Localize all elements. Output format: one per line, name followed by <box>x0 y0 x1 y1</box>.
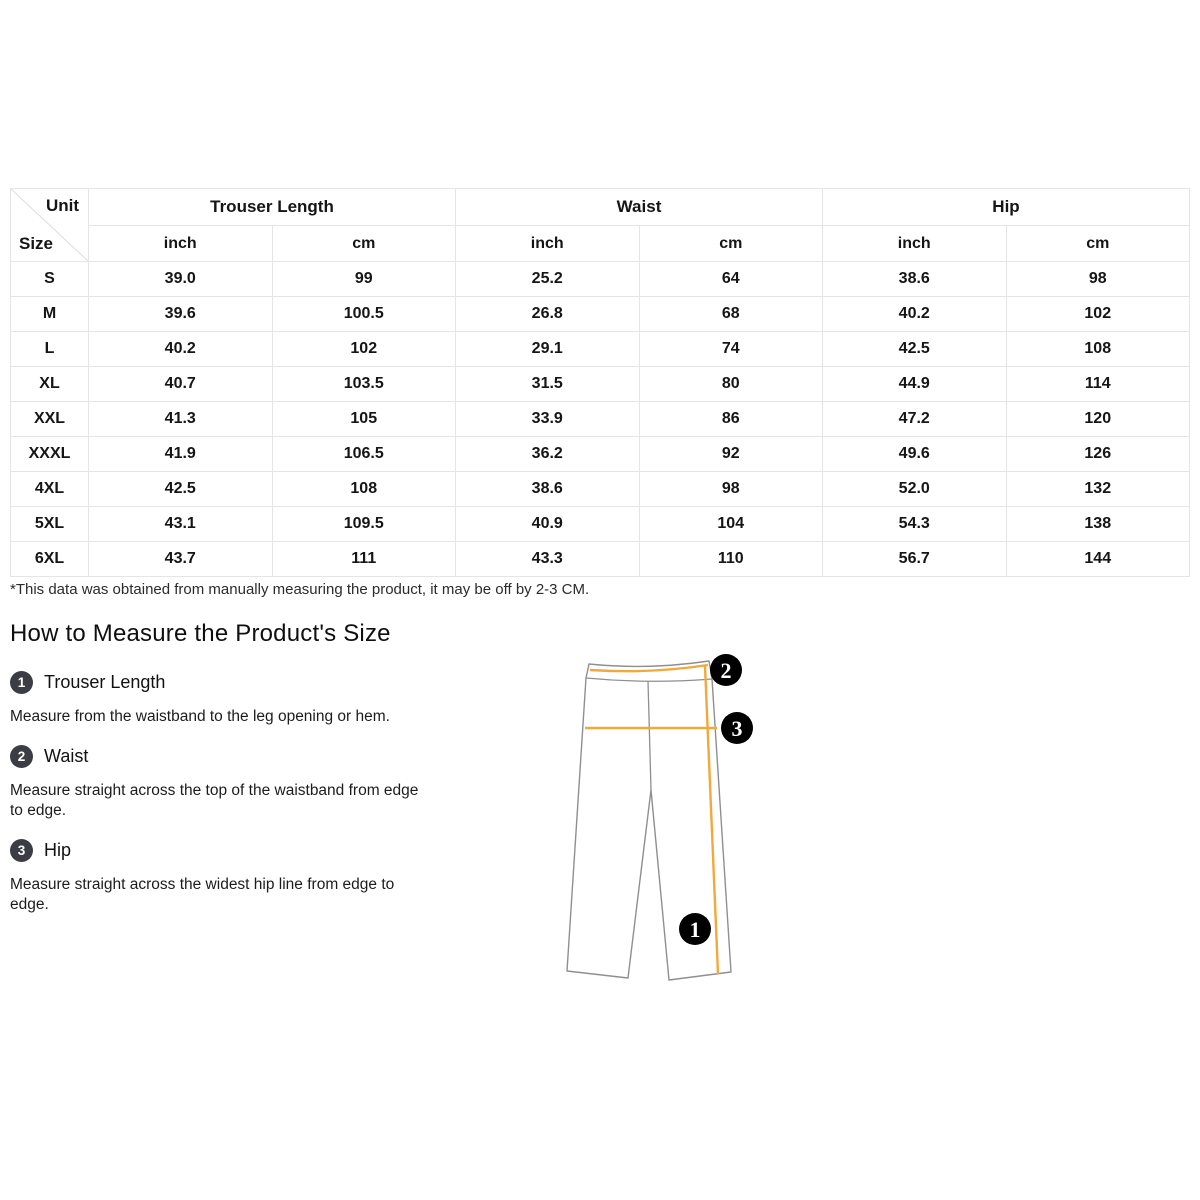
size-label: S <box>11 262 89 297</box>
size-chart-table <box>10 188 1190 577</box>
step-header <box>10 838 420 862</box>
step-trouser-length <box>10 670 420 727</box>
step-label: Trouser Length <box>44 671 166 692</box>
step-hip <box>10 838 420 915</box>
unit-header: cm <box>272 226 456 262</box>
cell: 49.6 <box>823 437 1007 472</box>
cell: 86 <box>639 402 823 437</box>
cell: 104 <box>639 507 823 542</box>
diagram-badge-hip <box>721 712 753 744</box>
cell: 43.7 <box>89 542 273 577</box>
step-waist <box>10 744 420 821</box>
cell: 54.3 <box>823 507 1007 542</box>
cell: 114 <box>1006 367 1190 402</box>
diagram-badge-waist <box>710 654 742 686</box>
step-label: Hip <box>44 839 72 860</box>
cell: 47.2 <box>823 402 1007 437</box>
cell: 38.6 <box>456 472 640 507</box>
unit-header: inch <box>456 226 640 262</box>
table-row <box>11 542 1190 577</box>
cell: 39.0 <box>89 262 273 297</box>
cell: 39.6 <box>89 297 273 332</box>
step-description: Measure straight across the widest hip line from edge to edge. <box>10 876 395 913</box>
cell: 31.5 <box>456 367 640 402</box>
corner-size-label: Size <box>19 234 54 253</box>
step-description: Measure from the waistband to the leg opening or hem. <box>10 708 390 725</box>
cell: 64 <box>639 262 823 297</box>
cell: 43.1 <box>89 507 273 542</box>
size-label: L <box>11 332 89 367</box>
step-header <box>10 744 420 768</box>
unit-header: cm <box>1006 226 1190 262</box>
cell: 25.2 <box>456 262 640 297</box>
cell: 36.2 <box>456 437 640 472</box>
svg-text:3: 3 <box>731 716 743 741</box>
cell: 38.6 <box>823 262 1007 297</box>
cell: 120 <box>1006 402 1190 437</box>
size-label: M <box>11 297 89 332</box>
cell: 105 <box>272 402 456 437</box>
table-row <box>11 437 1190 472</box>
cell: 132 <box>1006 472 1190 507</box>
cell: 102 <box>272 332 456 367</box>
corner-cell <box>11 189 89 262</box>
cell: 106.5 <box>272 437 456 472</box>
size-label: XXL <box>11 402 89 437</box>
cell: 99 <box>272 262 456 297</box>
step-number-badge: 3 <box>10 839 33 862</box>
table-row <box>11 472 1190 507</box>
cell: 29.1 <box>456 332 640 367</box>
size-label: XXXL <box>11 437 89 472</box>
cell: 100.5 <box>272 297 456 332</box>
measurement-disclaimer: *This data was obtained from manually measuring the product, it may be off by 2-3 CM. <box>10 581 590 598</box>
cell: 92 <box>639 437 823 472</box>
measure-steps <box>10 670 420 932</box>
cell: 40.9 <box>456 507 640 542</box>
diagram-badge-length <box>679 913 711 945</box>
size-label: XL <box>11 367 89 402</box>
cell: 80 <box>639 367 823 402</box>
column-group-trouser-length: Trouser Length <box>89 189 456 226</box>
cell: 74 <box>639 332 823 367</box>
step-description: Measure straight across the top of the waistband from edge to edge. <box>10 782 419 819</box>
table-row <box>11 262 1190 297</box>
cell: 40.7 <box>89 367 273 402</box>
step-number-badge: 1 <box>10 671 33 694</box>
table-row <box>11 367 1190 402</box>
table-row <box>11 297 1190 332</box>
cell: 52.0 <box>823 472 1007 507</box>
size-label: 5XL <box>11 507 89 542</box>
column-group-hip: Hip <box>823 189 1190 226</box>
cell: 144 <box>1006 542 1190 577</box>
size-label: 4XL <box>11 472 89 507</box>
cell: 56.7 <box>823 542 1007 577</box>
svg-text:1: 1 <box>689 917 701 942</box>
svg-text:2: 2 <box>720 658 732 683</box>
cell: 41.3 <box>89 402 273 437</box>
cell: 109.5 <box>272 507 456 542</box>
step-header <box>10 670 420 694</box>
cell: 138 <box>1006 507 1190 542</box>
cell: 98 <box>639 472 823 507</box>
cell: 108 <box>272 472 456 507</box>
cell: 108 <box>1006 332 1190 367</box>
cell: 126 <box>1006 437 1190 472</box>
cell: 40.2 <box>823 297 1007 332</box>
cell: 103.5 <box>272 367 456 402</box>
cell: 40.2 <box>89 332 273 367</box>
cell: 41.9 <box>89 437 273 472</box>
unit-header: cm <box>639 226 823 262</box>
cell: 98 <box>1006 262 1190 297</box>
cell: 42.5 <box>89 472 273 507</box>
cell: 43.3 <box>456 542 640 577</box>
column-group-waist: Waist <box>456 189 823 226</box>
cell: 111 <box>272 542 456 577</box>
unit-header: inch <box>823 226 1007 262</box>
step-label: Waist <box>44 745 89 766</box>
cell: 26.8 <box>456 297 640 332</box>
cell: 33.9 <box>456 402 640 437</box>
cell: 102 <box>1006 297 1190 332</box>
table-row <box>11 332 1190 367</box>
cell: 68 <box>639 297 823 332</box>
cell: 42.5 <box>823 332 1007 367</box>
table-row <box>11 507 1190 542</box>
step-number-badge: 2 <box>10 745 33 768</box>
unit-header: inch <box>89 226 273 262</box>
pants-measurement-diagram <box>530 640 760 1000</box>
cell: 44.9 <box>823 367 1007 402</box>
table-row <box>11 402 1190 437</box>
how-to-measure-title: How to Measure the Product's Size <box>10 620 391 647</box>
corner-unit-label: Unit <box>45 196 79 215</box>
size-label: 6XL <box>11 542 89 577</box>
cell: 110 <box>639 542 823 577</box>
